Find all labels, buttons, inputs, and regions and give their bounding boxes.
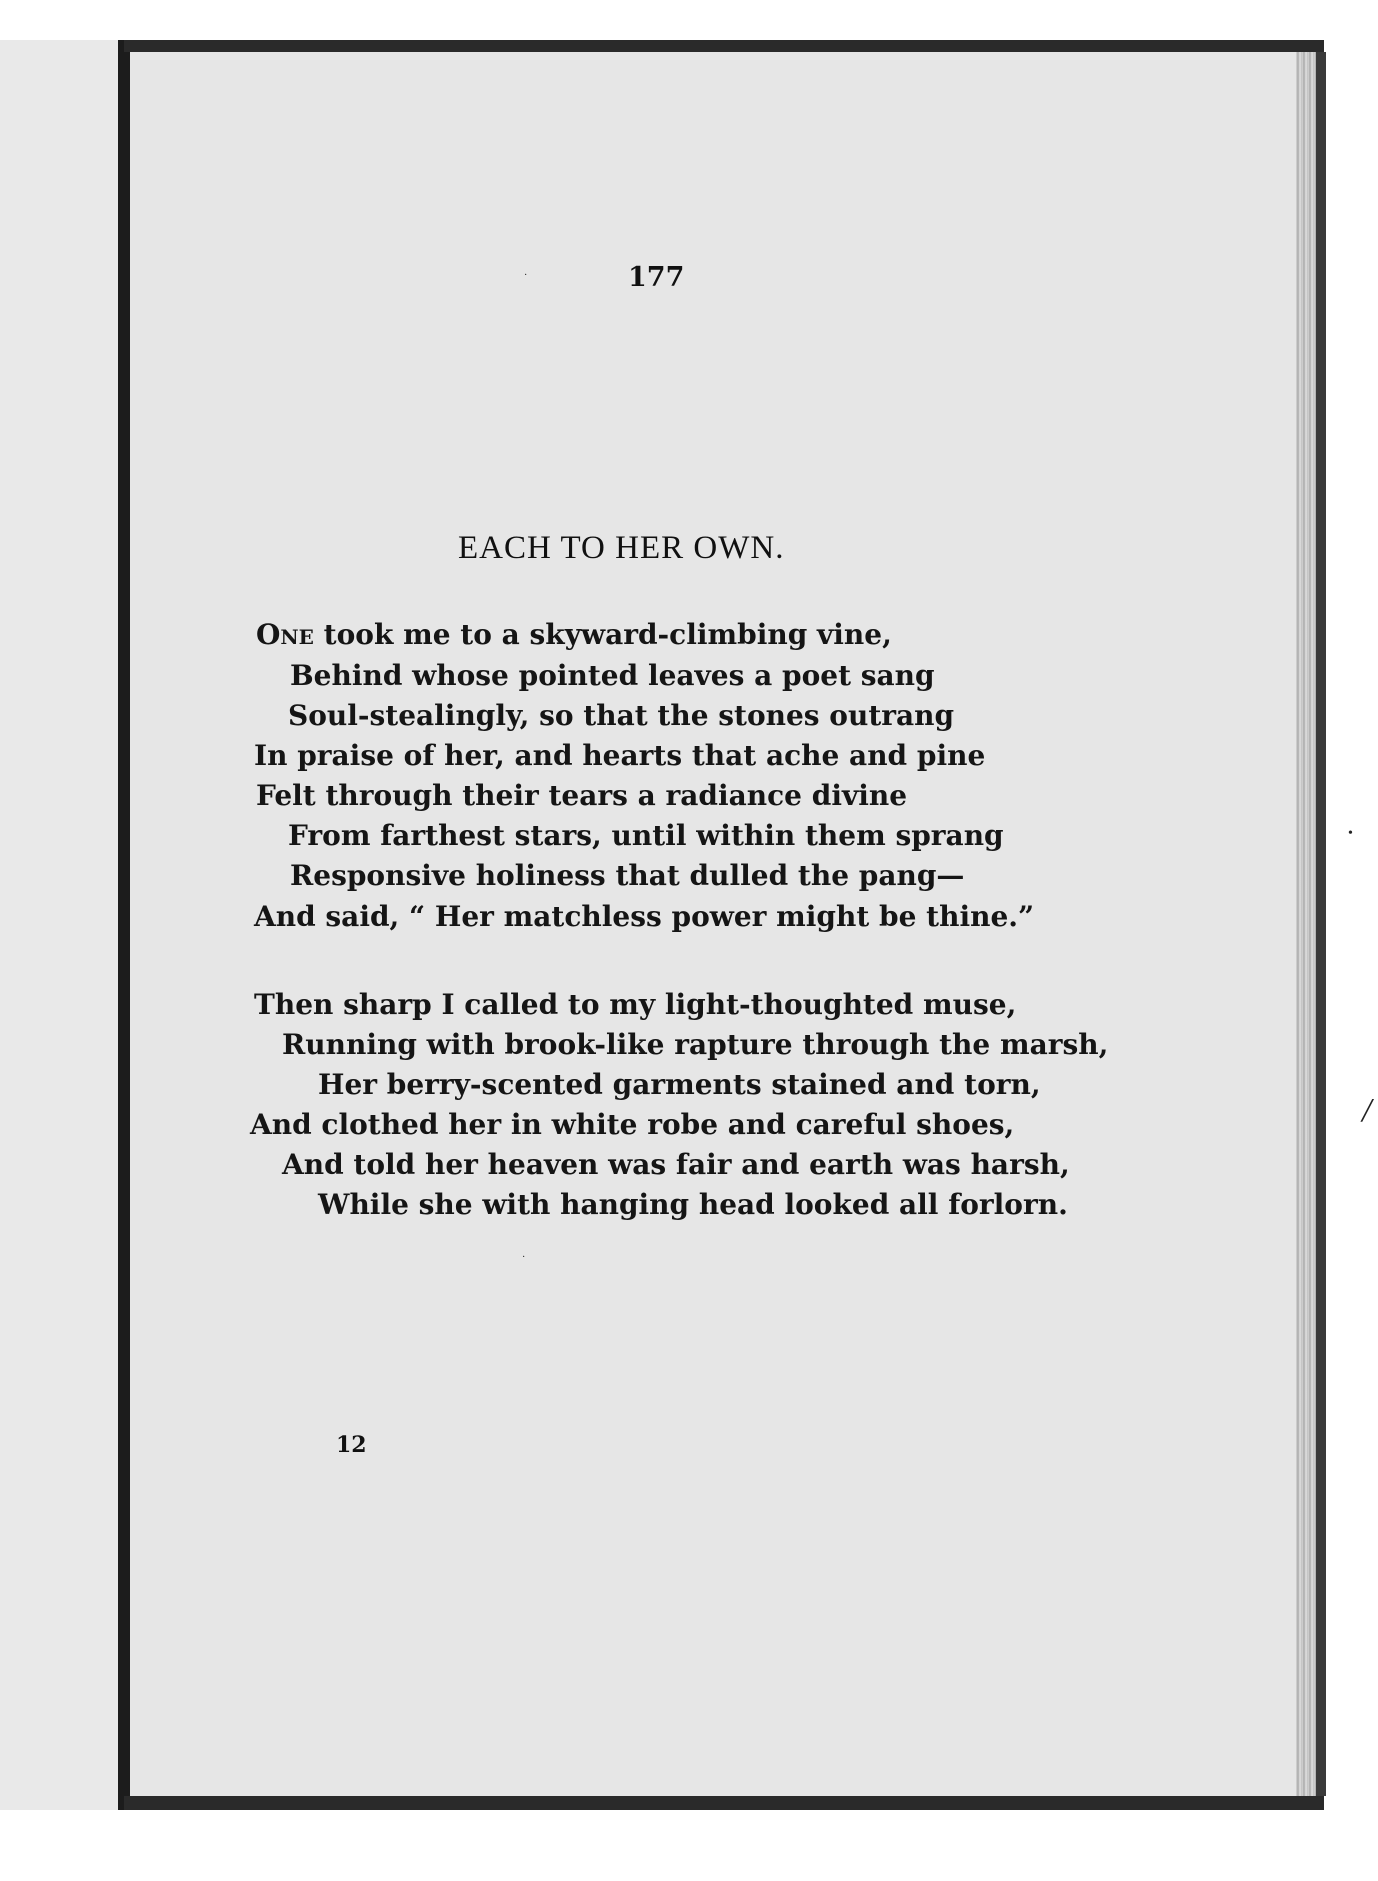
poem-line: And clothed her in white robe and careful shoes, [250,1108,1015,1141]
poem-line: From farthest stars, until within them sprang [288,819,1004,852]
dust-speck: • [1348,826,1353,841]
opening-word: One [256,618,314,651]
poem-line [256,618,892,651]
page-number: 177 [628,262,685,293]
poem-line: Soul-stealingly, so that the stones outrang [288,699,955,732]
line-text: took me to a skyward-climbing vine, [313,618,892,651]
poem-line: In praise of her, and hearts that ache and pine [254,739,986,772]
dust-speck: · [524,270,528,281]
top-border [124,40,1324,52]
facing-page-edge [0,40,124,1810]
poem-line: Behind whose pointed leaves a poet sang [290,659,935,692]
poem-line: And said, “ Her matchless power might be thine.” [254,900,1035,933]
dust-speck: · [522,1252,526,1263]
poem-line: Responsive holiness that dulled the pang— [290,859,965,892]
poem-line: While she with hanging head looked all forlorn. [318,1188,1068,1221]
poem-title: EACH TO HER OWN. [458,530,785,566]
poem-line: Her berry-scented garments stained and torn, [318,1068,1041,1101]
bottom-border [124,1796,1324,1810]
poem-line: Running with brook-like rapture through the marsh, [282,1028,1109,1061]
signature-mark: 12 [336,1432,367,1458]
poem-line: And told her heaven was fair and earth was harsh, [282,1148,1070,1181]
dust-mark: / [1362,1092,1372,1129]
poem-line: Then sharp I called to my light-thoughted muse, [254,988,1017,1021]
page-fore-edge-shadow [1316,52,1326,1796]
poem-line: Felt through their tears a radiance divine [256,779,908,812]
book-gutter [118,40,130,1810]
